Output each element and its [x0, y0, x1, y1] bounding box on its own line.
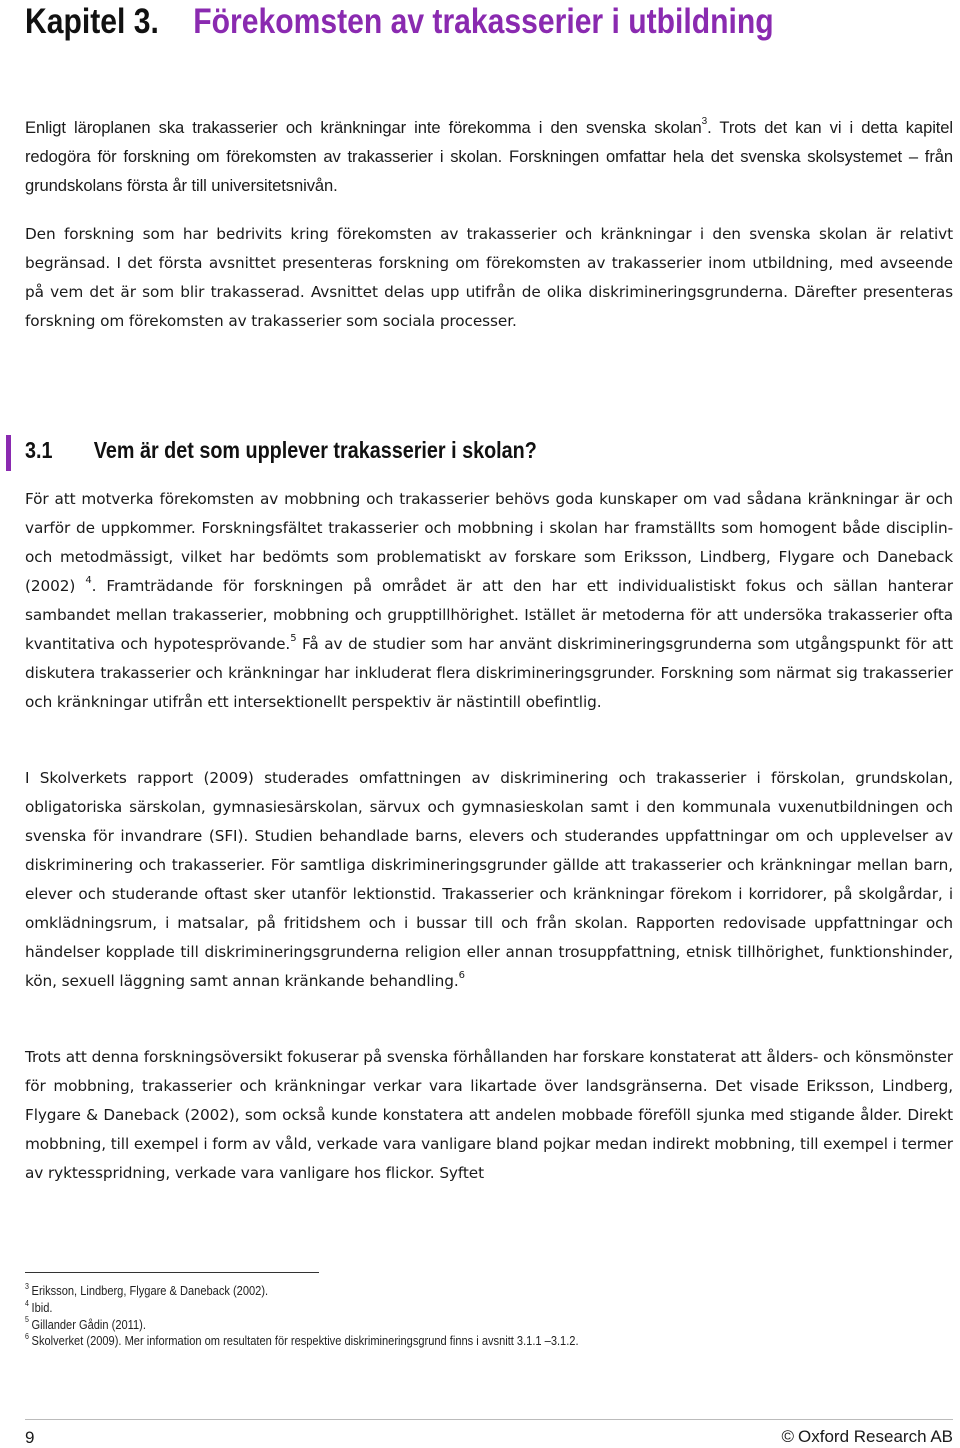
chapter-number: Kapitel 3. [25, 2, 159, 41]
paragraph-intro-text-a: Enligt läroplanen ska trakasserier och kränkningar inte förekomma i den svenska skolan [25, 118, 702, 137]
footnote-item [25, 1317, 842, 1334]
footnote-divider [25, 1272, 319, 1273]
paragraph-intro-text-b: . Trots det kan vi i detta kapitel redogöra för forskning om förekomsten av trakasserier i skolan. Forskningen omfattar hela det svenska skolsystemet – från grundskolans första år till universitetsnivån. [25, 118, 954, 195]
section-heading [25, 437, 537, 464]
footnote-ref-4[interactable]: 4 [85, 574, 92, 586]
footnotes [25, 1283, 953, 1350]
footnote-number: 4 [25, 1298, 29, 1308]
footnote-item [25, 1333, 842, 1350]
footnote-number: 3 [25, 1281, 29, 1291]
paragraph-bullying-text-c: Få av de studier som har använt diskrimineringsgrunderna som utgångspunkt för att diskutera trakasserier och kränkningar har inkluderat flera diskrimineringsgrunder. Forskning som närmat sig trakasserier och kränkningar utifrån ett intersektionellt perspektiv är nästintill obefintlig. [25, 635, 953, 711]
footnote-item [25, 1283, 842, 1300]
section-title: Vem är det som upplever trakasserier i skolan? [93, 437, 537, 463]
paragraph-intro [25, 113, 953, 200]
footnote-number: 6 [25, 1332, 29, 1342]
company-name: Oxford Research AB [798, 1427, 953, 1446]
paragraph-international-patterns: Trots att denna forskningsöversikt fokuserar på svenska förhållanden har forskare konstaterat att ålders- och könsmönster för mobbning, trakasserier och kränkningar verkar vara likartade över landsgränserna. Det visade Eriksson, Lindberg, Flygare & Daneback (2002), som också kunde konstatera att andelen mobbade föreföll sjunka med stigande ålder. Direkt mobbning, till exempel i form av våld, verkade vara vanligare bland pojkar medan indirekt mobbning, till exempel i termer av ryktesspridning, verkade vara vanligare hos flickor. Syftet [25, 1048, 953, 1182]
footnote-text: Gillander Gådin (2011). [31, 1317, 146, 1332]
footer-copyright [782, 1427, 954, 1447]
paragraph-bullying-text-a: För att motverka förekomsten av mobbning och trakasserier behövs goda kunskaper om vad sådana kränkningar är och varför de uppkommer. Forskningsfältet trakasserier och mobbning i skolan har framställts som homogent både disciplin- och metodmässigt, vilket har bedömts som problematiskt av forskare som Eriksson, Lindberg, Flygare och Daneback (2002) [25, 490, 953, 595]
paragraph-research-overview: Den forskning som har bedrivits kring förekomsten av trakasserier och kränkningar i den svenska skolan är relativt begränsad. I det första avsnittet presenteras forskning om förekomsten av trakasserier inom utbildning, med avseende på vem det är som blir trakasserad. Avsnittet delas upp utifrån de olika diskrimineringsgrunderna. Därefter presenteras forskning om förekomsten av trakasserier som sociala processer. [25, 225, 953, 330]
footnote-ref-5[interactable]: 5 [290, 632, 297, 644]
chapter-title: Förekomsten av trakasserier i utbildning [193, 2, 774, 41]
paragraph-bullying-text-b: . Framträdande för forskningen på området är att den har ett individualistiskt fokus och sällan hanterar sambandet mellan trakasserier, mobbning och grupptillhörighet. Istället är metoderna för att undersöka trakasserier ofta kvantitativa och hypotesprövande. [25, 577, 953, 653]
page-number: 9 [25, 1428, 35, 1447]
section-accent-bar [6, 435, 11, 471]
paragraph-bullying-knowledge [25, 485, 953, 717]
footnote-text: Skolverket (2009). Mer information om resultaten för respektive diskrimineringsgrund finns i avsnitt 3.1.1 –3.1.2. [31, 1334, 579, 1349]
paragraph-skolverket-report [25, 764, 953, 996]
footer-divider [25, 1419, 953, 1420]
copyright-icon: © [781, 1427, 795, 1446]
section-number: 3.1 [25, 437, 53, 463]
footnote-ref-6[interactable]: 6 [458, 969, 465, 981]
chapter-heading [25, 2, 823, 42]
footnote-item [25, 1300, 842, 1317]
footnote-number: 5 [25, 1315, 29, 1325]
footnote-ref-3[interactable]: 3 [701, 116, 708, 128]
footnote-text: Eriksson, Lindberg, Flygare & Daneback (2002). [31, 1284, 269, 1298]
footnote-text: Ibid. [31, 1300, 53, 1315]
paragraph-skolverket-text: I Skolverkets rapport (2009) studerades omfattningen av diskriminering och trakasserier i förskolan, grundskolan, obligatoriska särskolan, gymnasiesärskolan, särvux och gymnasieskolan samt i den kommunala vuxenutbildningen och svenska för invandrare (SFI). Studien behandlade barns, elevers och studerandes uppfattningar om och upplevelser av diskriminering och trakasserier. För samtliga diskrimineringsgrunder gällde att trakasserier och kränkningar mellan barn, elever och studerande oftast sker utanför lektionstid. Trakasserier och kränkningar förekom i korridorer, på skolgårdar, i omklädningsrum, i matsalar, på fritidshem och i bussar till och från skolan. Rapporten redovisade uppfattningar och händelser kopplade till diskrimineringsgrunderna religion eller annan trosuppfattning, etnisk tillhörighet, funktionshinder, kön, sexuell läggning samt annan kränkande behandling. [25, 769, 953, 990]
